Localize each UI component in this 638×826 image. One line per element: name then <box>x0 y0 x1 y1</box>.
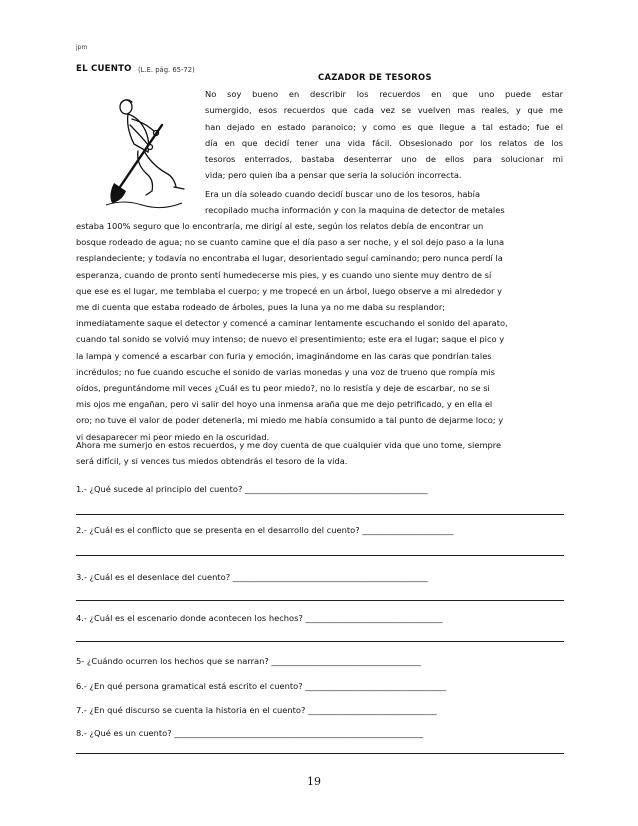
section-title: EL CUENTO <box>76 64 132 74</box>
story-line: cuando tal sonido se volvió muy intenso; de nuevo el presentimiento; este era el lugar; saque el pico y <box>76 334 505 345</box>
story-line: que ese es el lugar, me temblaba el cuerpo; y me tropecé en un árbol, luego observe a mi alrededor y <box>76 285 503 296</box>
story-line: día en que decidí tener una vida fácil. Obsesionado por los relatos de los <box>205 137 563 148</box>
story-line: oro; no tuve el valor de poder detenerla, mi miedo me había consumido a tal punto de dejarme loco; y <box>76 415 504 426</box>
story-line: tesoros enterrados, bastaba desenterrar uno de ellos para solucionar mi <box>205 154 563 165</box>
story-paragraph-2-start <box>205 186 563 219</box>
question-7: 7.- ¿En qué discurso se cuenta la historia en el cuento? _______________________________ <box>76 705 437 715</box>
story-line: sumergido, esos recuerdos que cada vez se vuelven mas reales, y que me <box>205 105 563 116</box>
page-number: 19 <box>307 775 321 788</box>
section-reference: (L.E. pág. 65-72) <box>138 66 195 74</box>
story-line: vi desaparecer mi peor miedo en la oscuridad. <box>76 431 270 442</box>
answer-line[interactable] <box>76 753 564 754</box>
man-digging-with-shovel-icon <box>104 95 194 213</box>
story-paragraph-3 <box>76 437 568 469</box>
answer-line[interactable] <box>76 514 564 515</box>
story-title: CAZADOR DE TESOROS <box>318 72 432 82</box>
story-line: mis ojos me engañan, pero vi salir del hoyo una inmensa araña que me dejo petrificado, y en ella el <box>76 399 493 410</box>
story-line: vida; pero quien iba a pensar que seria la solución incorrecta. <box>205 170 462 181</box>
answer-line[interactable] <box>76 555 564 556</box>
answer-line[interactable] <box>76 600 564 601</box>
question-4: 4.- ¿Cuál es el escenario donde acontecen los hechos? _________________________________ <box>76 613 443 623</box>
question-8: 8.- ¿Qué es un cuento? ____________________________________________________________ <box>76 728 424 738</box>
story-line: oídos, preguntándome mil veces ¿Cuál es tu peor miedo?, no lo resistía y deje de escarbar, no se si <box>76 383 490 394</box>
question-5: 5- ¿Cuándo ocurren los hechos que se narran? ____________________________________ <box>76 656 421 666</box>
story-line: recopilado mucha información y con la maquina de detector de metales <box>205 205 505 216</box>
question-6: 6.- ¿En qué persona gramatical está escrito el cuento? __________________________________ <box>76 681 447 691</box>
story-paragraph-1 <box>205 86 563 184</box>
story-paragraph-2 <box>76 218 566 445</box>
story-line: esperanza, cuando de pronto sentí humedecerse mis pies, y es cuando uno siente muy dentro de sí <box>76 269 492 280</box>
story-line: resplandeciente; y todavía no encontraba el lugar, desorientado seguí caminando; pero nunca perdí la <box>76 253 503 264</box>
story-line: Ahora me sumerjo en estos recuerdos, y me doy cuenta de que cualquier vida que uno tome, siempre <box>76 440 502 450</box>
story-line: han dejado en estado paranoico; y como es que llegue a tal estado; fue el <box>205 121 563 132</box>
story-line: estaba 100% seguro que lo encontraría, me dirigí al este, según los relatos debía de encontrar un <box>76 221 484 231</box>
story-line: bosque rodeado de agua; no se cuanto camine que el día paso a ser noche, y el sol dejo paso a la luna <box>76 237 505 248</box>
story-line: inmediatamente saque el detector y comencé a caminar lentamente escuchando el sonido del aparato, <box>76 318 508 329</box>
question-1: 1.- ¿Qué sucede al principio del cuento? ____________________________________________ <box>76 484 428 494</box>
header-mark: jpm <box>76 44 88 51</box>
story-line: Era un día soleado cuando decidí buscar uno de los tesoros, había <box>205 189 481 199</box>
story-line: la lampa y comencé a escarbar con furia y emoción, imaginándome en las caras que pondrían tales <box>76 350 492 361</box>
question-3: 3.- ¿Cuál es el desenlace del cuento? _______________________________________________ <box>76 572 428 582</box>
story-line: No soy bueno en describir los recuerdos en que uno puede estar <box>205 89 563 99</box>
story-line: incrédulos; no fue cuando escuche el sonido de varias monedas y una voz de trueno que rompía mis <box>76 366 495 377</box>
answer-line[interactable] <box>76 641 564 642</box>
story-line: me di cuenta que estaba rodeado de árboles, pues la luna ya no me daba su resplandor; <box>76 302 446 313</box>
story-line: será difícil, y si vences tus miedos obtendrás el tesoro de la vida. <box>76 456 348 467</box>
question-2: 2.- ¿Cuál es el conflicto que se presenta en el desarrollo del cuento? ______________________ <box>76 525 454 535</box>
